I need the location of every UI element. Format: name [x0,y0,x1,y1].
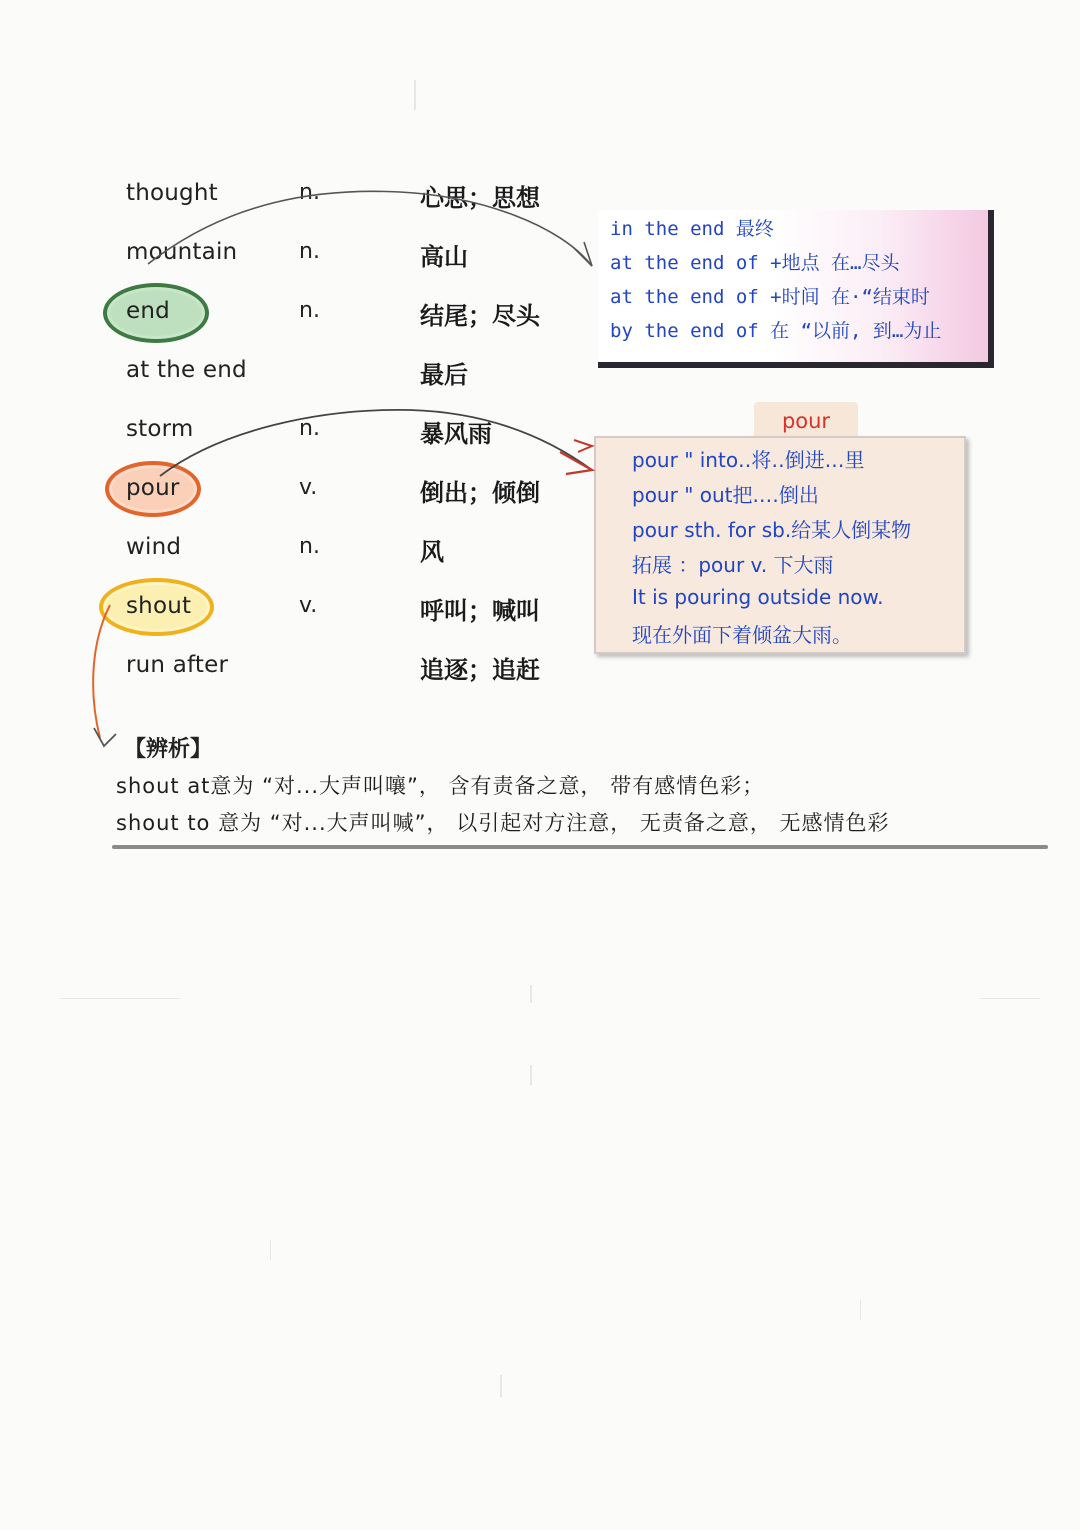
analysis-line: shout at意为 “对...大声叫嚷”， 含有责备之意， 带有感情色彩； [116,774,765,798]
vocab-word: run after [126,652,229,678]
vocab-pos: n. [299,534,320,559]
vocab-meaning: 最后 [420,361,468,389]
end-connector-arrowhead [574,242,592,266]
vocab-word: shout [126,593,192,619]
vocab-pos: n. [299,239,320,264]
vocab-pos: n. [299,298,320,323]
note-line: pour " into‥将‥倒进.‥里 [632,448,865,472]
note-line: at the end of +地点 在…尽头 [610,252,900,274]
note-line: pour sth. for sb.给某人倒某物 [632,518,912,542]
analysis-line: shout to 意为 “对...大声叫喊”， 以引起对方注意， 无责备之意， 无感情色彩 [116,811,890,835]
vocab-pos: v. [299,593,318,618]
vocab-meaning: 高山 [420,243,468,271]
vocab-meaning: 风 [420,538,444,566]
vocab-meaning: 倒出；倾倒 [420,479,540,507]
vocab-pos: n. [299,416,320,441]
vocab-word: storm [126,416,194,442]
pour-connector-arrow [160,410,592,476]
vocab-meaning: 呼叫；喊叫 [420,597,540,625]
vocab-word: end [126,298,170,324]
note-line: pour " out把.…倒出 [632,483,819,507]
note-line: in the end 最终 [610,218,774,240]
note-line: It is pouring outside now. [632,585,884,609]
vocab-meaning: 追逐；追赶 [420,656,540,684]
note-line: 拓展 ：pour v. 下大雨 [632,553,834,577]
shout-connector-arrow [93,605,110,738]
vocab-pos: v. [299,475,318,500]
note-line: by the end of 在 “以前, 到…为止 [610,320,942,342]
section-divider [112,845,1048,849]
pour-note-tab-label: pour [781,409,831,433]
vocab-word: wind [126,534,182,560]
end-connector-arrow [148,191,592,266]
vocab-word: thought [126,180,218,206]
vocab-word: mountain [126,239,238,265]
vocab-meaning: 暴风雨 [420,420,492,448]
vocab-word: at the end [126,357,247,383]
note-line: 现在外面下着倾盆大雨。 [632,623,852,647]
vocab-meaning: 结尾；尽头 [420,302,540,330]
vocab-meaning: 心思；思想 [420,184,540,212]
analysis-title: 【辨析】 [124,737,213,762]
note-line: at the end of +时间 在·“结束时 [610,286,930,308]
vocab-pos: n. [299,180,320,205]
vocab-word: pour [126,475,180,501]
pour-connector-arrowhead [560,452,592,474]
pour-connector-arrowhead-tip [574,440,592,452]
